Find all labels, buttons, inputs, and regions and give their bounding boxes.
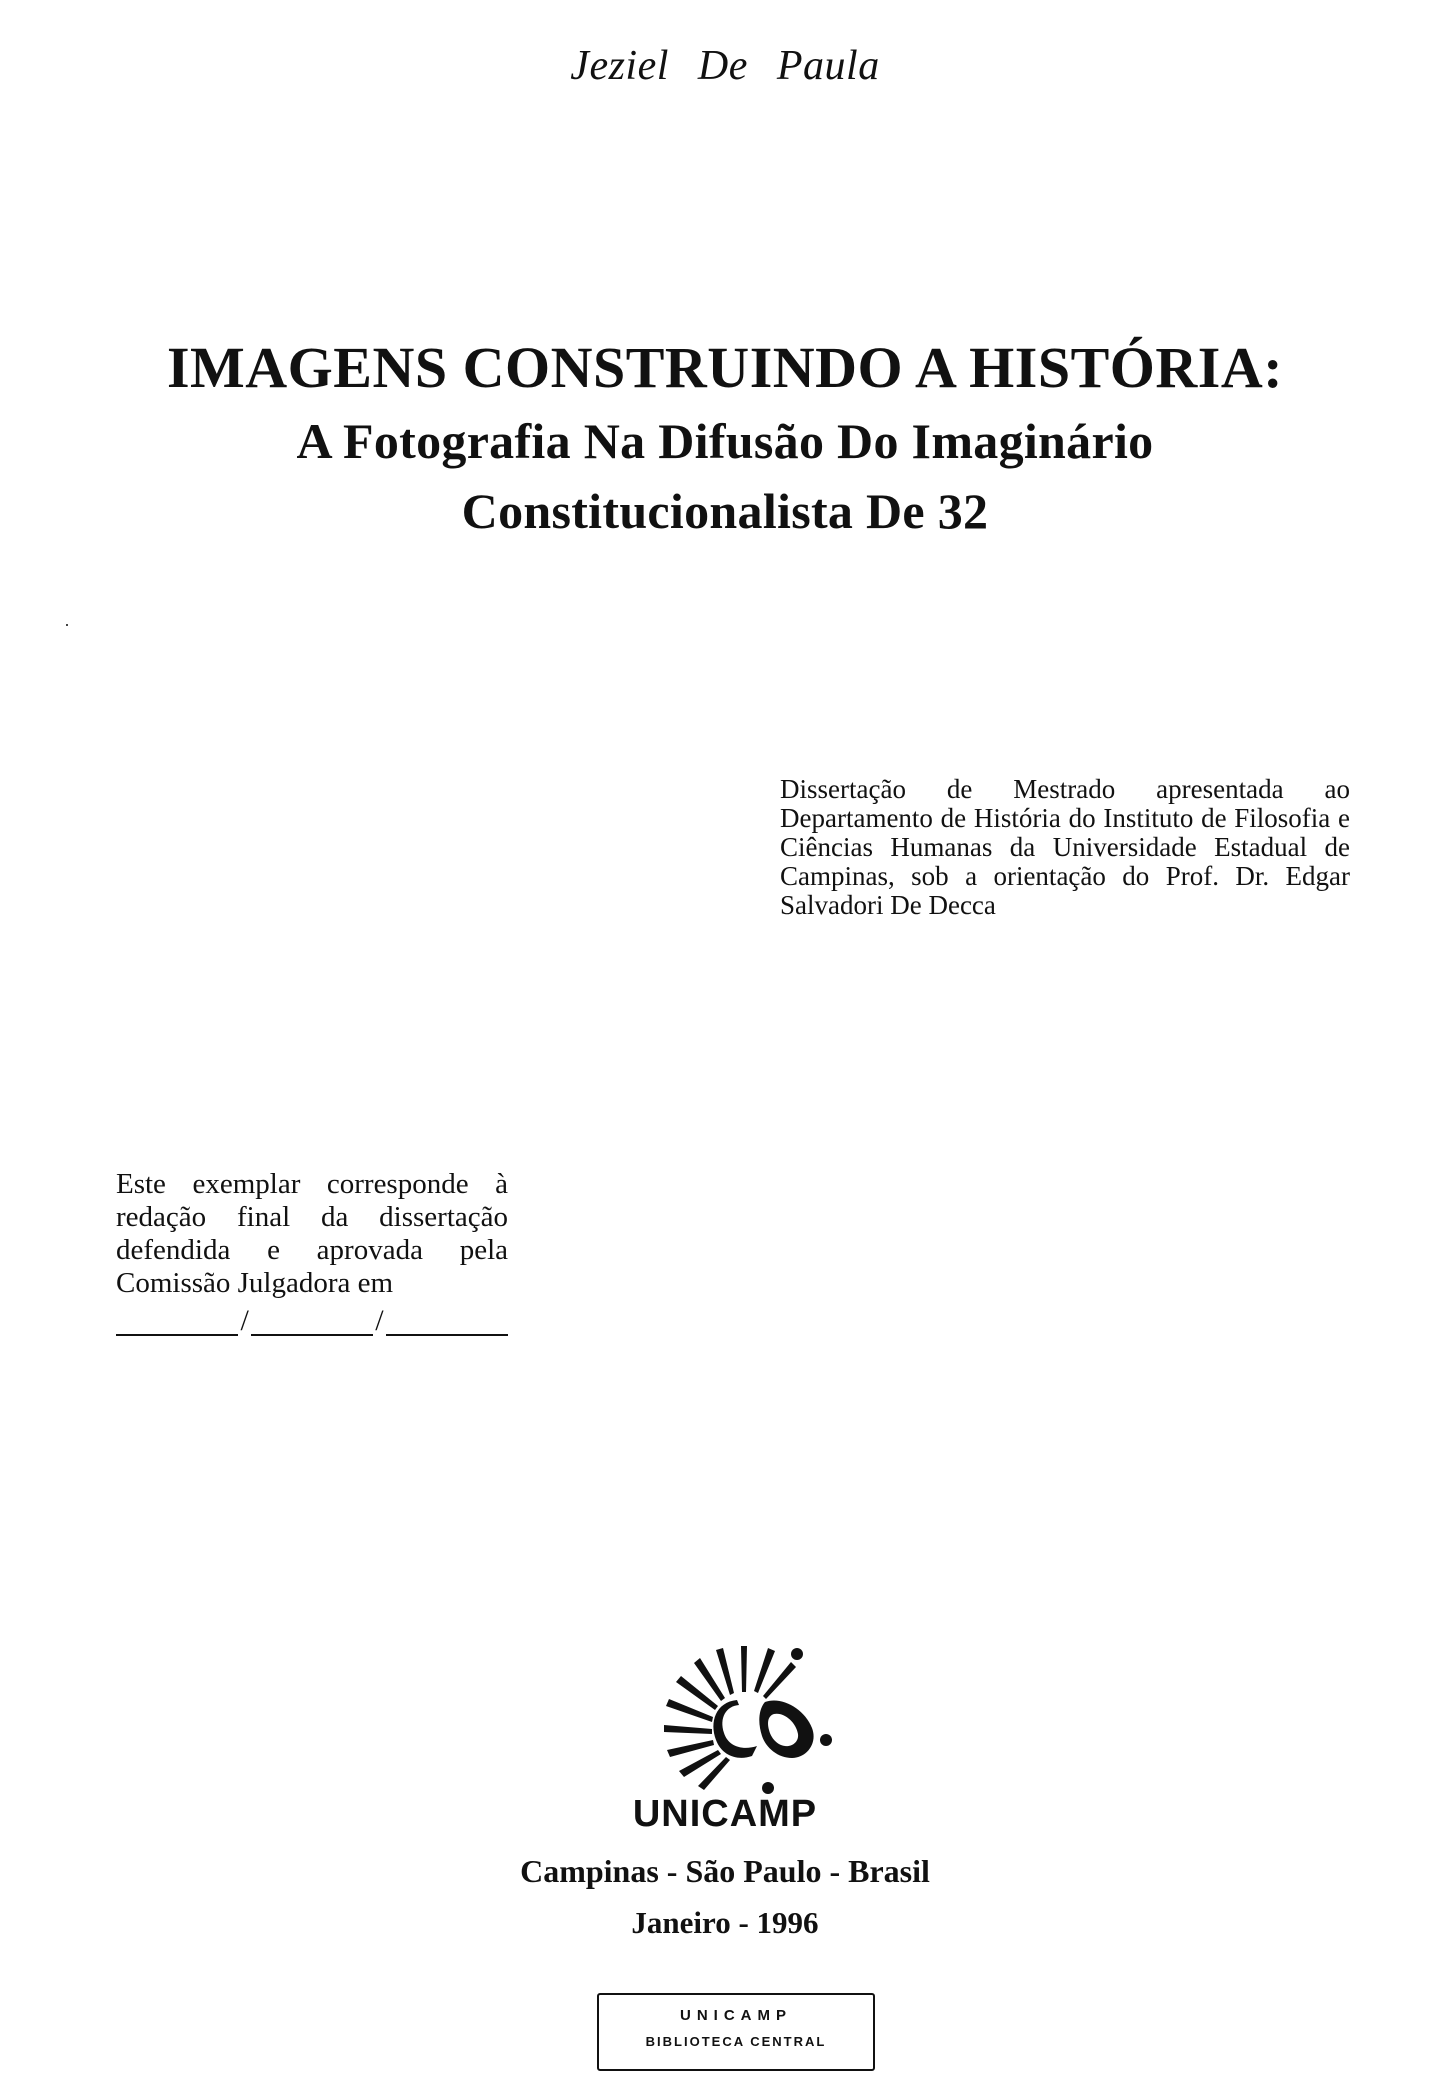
year-blank <box>386 1332 508 1336</box>
library-stamp <box>597 1993 875 2071</box>
institution-location: Campinas - São Paulo - Brasil <box>520 1853 930 1889</box>
document-title <box>0 330 1450 546</box>
institution-name: UNICAMP <box>632 1793 818 1835</box>
title-line-2: A Fotografia Na Difusão Do Imaginário <box>296 413 1154 469</box>
publication-date: Janeiro - 1996 <box>631 1905 819 1940</box>
unicamp-logo-icon <box>646 1630 836 1800</box>
stamp-line-1: UNICAMP <box>680 2007 792 2024</box>
date-separator-2: / <box>375 1304 384 1337</box>
title-line-3: Constitucionalista De 32 <box>461 483 989 539</box>
author-name: Jeziel De Paula <box>570 43 880 89</box>
date-separator-1: / <box>240 1304 249 1337</box>
month-blank <box>251 1332 373 1336</box>
day-blank <box>116 1332 238 1336</box>
stamp-line-2: BIBLIOTECA CENTRAL <box>645 2034 827 2049</box>
approval-date-blank <box>116 1306 508 1336</box>
title-line-1: IMAGENS CONSTRUINDO A HISTÓRIA: <box>166 335 1284 400</box>
exemplar-note: Este exemplar corresponde à redação final da dissertação defendida e aprovada pela Comissão Julgadora em <box>116 1168 508 1299</box>
scan-speck <box>66 624 68 626</box>
dissertation-note: Dissertação de Mestrado apresentada ao Departamento de História do Instituto de Filosofia e Ciências Humanas da Universidade Estadual de Campinas, sob a orientação do Prof. Dr. Edgar Salvadori De Decca <box>780 774 1350 920</box>
